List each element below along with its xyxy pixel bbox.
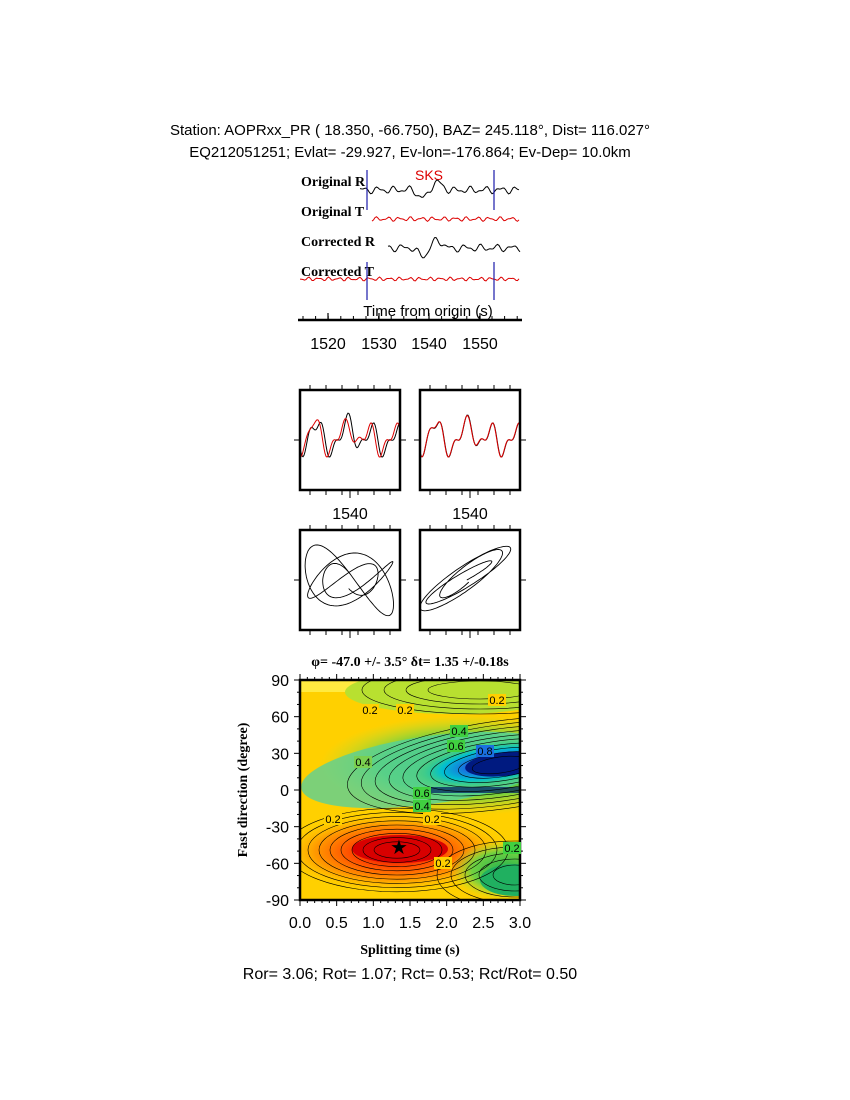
energy-contour-map	[280, 666, 659, 909]
x-tick-label: 2.5	[472, 915, 495, 932]
trace-panel	[298, 167, 522, 353]
y-tick-label: 30	[271, 746, 289, 764]
y-tick-label: -90	[265, 893, 289, 910]
chart-title: φ= -47.0 +/- 3.5° δt= 1.35 +/-0.18s	[311, 655, 509, 670]
trace-label-original-r: Original R	[301, 175, 366, 190]
y-tick-label: -60	[265, 856, 289, 874]
contour-label: 0.2	[504, 843, 520, 855]
contour-label: 0.2	[435, 858, 451, 870]
y-tick-label: -30	[265, 819, 289, 837]
contour-label: 0.4	[355, 757, 371, 769]
contour-label: 0.2	[362, 705, 378, 717]
trace-label-corrected-t: Corrected T	[301, 265, 374, 280]
x-tick-label: 2.0	[435, 915, 458, 932]
contour-label: 0.8	[477, 746, 493, 758]
particle-motion-original	[300, 530, 400, 630]
event-header: EQ212051251; Evlat= -29.927, Ev-lon=-176.864; Ev-Dep= 10.0km	[189, 144, 631, 161]
waveform-panel-original	[300, 390, 400, 490]
y-tick-label: 0	[280, 783, 289, 800]
contour-label: 0.4	[451, 726, 467, 738]
x-tick-label: 3.0	[508, 915, 532, 932]
trace-tick-1520: 1520	[310, 336, 346, 353]
y-tick-label: 60	[271, 709, 289, 727]
waveform-tick-left: 1540	[332, 506, 368, 523]
y-tick-label: 90	[271, 673, 289, 690]
waveform-tick-right: 1540	[452, 506, 488, 523]
x-tick-label: 1.5	[398, 915, 422, 932]
chart-ylabel: Fast direction (degree)	[236, 722, 251, 858]
contour-label: 0.6	[414, 788, 430, 800]
corrected-r-trace	[388, 238, 520, 258]
waveform-panel-corrected	[420, 390, 520, 490]
sks-phase-label: SKS	[415, 167, 444, 183]
trace-label-original-t: Original T	[301, 205, 365, 220]
trace-tick-1540: 1540	[411, 336, 447, 353]
x-tick-label: 0.5	[325, 915, 348, 932]
x-tick-label: 0.0	[288, 915, 312, 932]
trace-label-corrected-r: Corrected R	[301, 235, 375, 250]
chart-xlabel: Splitting time (s)	[360, 943, 460, 958]
contour-label: 0.2	[489, 695, 505, 707]
contour-label: 0.2	[424, 814, 440, 826]
contour-label: 0.2	[397, 705, 413, 717]
best-fit-star: ★	[390, 837, 408, 859]
trace-xlabel: Time from origin (s)	[363, 303, 493, 320]
station-header: Station: AOPRxx_PR ( 18.350, -66.750), BAZ= 245.118°, Dist= 116.027°	[169, 122, 651, 139]
x-tick-label: 1.0	[362, 915, 385, 932]
trace-tick-1550: 1550	[462, 336, 498, 353]
trace-tick-1530: 1530	[361, 336, 397, 353]
contour-label: 0.6	[448, 741, 464, 753]
original-t-trace	[372, 217, 519, 222]
contour-label: 0.2	[325, 814, 341, 826]
particle-motion-corrected	[420, 530, 520, 630]
contour-label: 0.4	[414, 801, 430, 813]
ratio-summary: Ror= 3.06; Rot= 1.07; Rct= 0.53; Rct/Rot= 0.50	[242, 966, 578, 983]
